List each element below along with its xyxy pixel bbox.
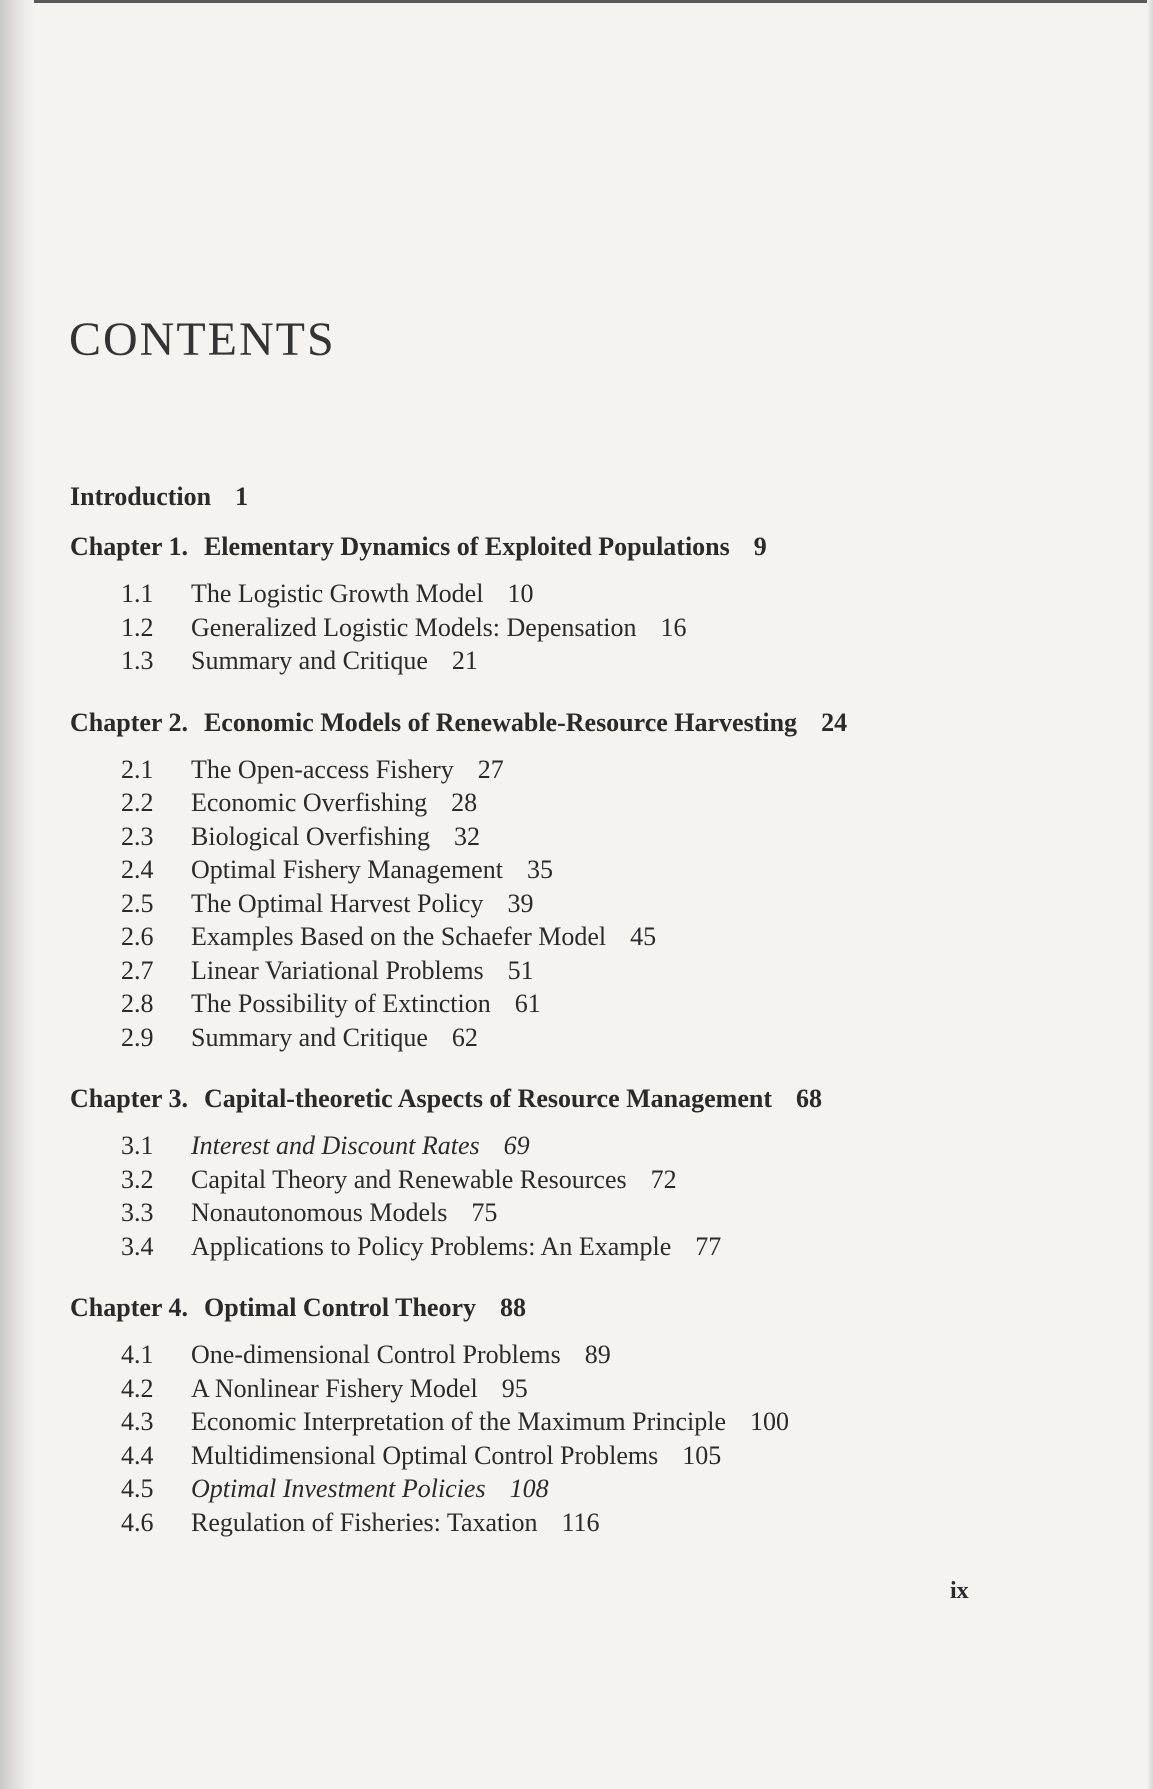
section-row [70,753,1070,787]
section-row [70,611,1070,645]
section-number: 4.6 [121,1507,154,1537]
section-page: 27 [477,754,504,784]
section-page: 105 [682,1440,722,1470]
chapter-1-block [70,530,1070,678]
section-row [70,1405,1070,1439]
toc-introduction [70,480,1070,514]
chapter-page: 24 [821,707,848,737]
section-page: 39 [507,888,534,918]
section-page: 72 [650,1164,677,1194]
section-title: Linear Variational Problems [191,955,484,985]
section-page: 32 [454,821,481,851]
section-row [70,1472,1070,1506]
chapter-title: Economic Models of Renewable-Resource Harvesting [203,707,798,737]
section-title: Nonautonomous Models [191,1198,448,1227]
section-number: 4.5 [121,1474,154,1503]
chapter-1-heading [70,530,1070,564]
section-title: Capital Theory and Renewable Resources [191,1164,627,1194]
section-number: 2.9 [121,1022,154,1052]
chapter-label: Chapter 4. [70,1293,188,1322]
chapter-label: Chapter 3. [70,1084,188,1113]
chapter-page: 68 [796,1084,822,1113]
section-title: Interest and Discount Rates [191,1131,480,1160]
section-title: Applications to Policy Problems: An Example [191,1231,672,1261]
page-title: CONTENTS [69,313,336,366]
section-row [70,1129,1070,1163]
chapter-page: 88 [500,1293,527,1322]
section-title: Examples Based on the Schaefer Model [191,922,607,951]
section-page: 51 [507,955,534,985]
chapter-2-heading [70,706,1070,740]
section-title: Generalized Logistic Models: Depensation [191,612,637,642]
section-page: 21 [451,646,478,675]
section-title: The Open-access Fishery [191,754,454,784]
section-page: 89 [584,1340,611,1369]
chapter-4-block [70,1291,1070,1539]
section-title: The Possibility of Extinction [191,989,491,1018]
section-page: 10 [507,579,534,608]
chapter-title: Optimal Control Theory [203,1293,477,1322]
section-row [70,786,1070,820]
section-title: Biological Overfishing [191,821,431,851]
section-row [70,1021,1070,1055]
section-number: 2.3 [121,821,154,851]
section-row [70,1230,1070,1264]
section-title: Optimal Fishery Management [191,855,503,884]
section-page: 75 [471,1198,498,1227]
section-title: Regulation of Fisheries: Taxation [191,1507,538,1537]
section-number: 2.6 [121,922,154,951]
section-number: 2.8 [121,989,154,1018]
section-number: 2.1 [121,754,154,784]
section-title: The Optimal Harvest Policy [191,888,484,918]
section-row [70,1506,1070,1540]
section-title: Summary and Critique [191,1022,428,1052]
section-title: A Nonlinear Fishery Model [191,1373,478,1403]
section-page: 95 [501,1373,528,1403]
section-row [70,887,1070,921]
section-title: Economic Overfishing [191,788,428,817]
section-row [70,1372,1070,1406]
section-page: 45 [630,922,657,951]
section-row [70,920,1070,954]
section-page: 69 [503,1131,530,1160]
section-row [70,1163,1070,1197]
chapter-page: 9 [753,532,767,561]
chapter-label: Chapter 2. [70,707,188,737]
section-page: 62 [451,1022,478,1052]
section-number: 3.4 [121,1231,154,1261]
section-number: 1.1 [121,579,154,608]
chapter-2-block [70,706,1070,1055]
section-row [70,1338,1070,1372]
section-number: 2.4 [121,855,154,884]
chapter-3-block [70,1082,1070,1263]
table-of-contents [70,480,1070,1567]
section-title: Optimal Investment Policies [191,1474,486,1503]
section-number: 1.2 [121,612,154,642]
page-number: ix [950,1578,969,1604]
section-number: 4.1 [121,1340,154,1369]
section-page: 100 [750,1407,790,1436]
section-title: Multidimensional Optimal Control Problems [191,1440,659,1470]
section-row [70,577,1070,611]
section-row [70,1439,1070,1473]
section-number: 2.5 [121,888,154,918]
section-page: 16 [660,612,687,642]
section-page: 28 [451,788,478,817]
section-title: Economic Interpretation of the Maximum Principle [191,1407,727,1436]
section-page: 108 [509,1474,549,1503]
section-page: 77 [695,1231,722,1261]
section-number: 1.3 [121,646,154,675]
section-page: 61 [514,989,541,1018]
section-number: 4.2 [121,1373,154,1403]
section-number: 2.7 [121,955,154,985]
section-number: 3.3 [121,1198,154,1227]
section-row [70,987,1070,1021]
section-title: One-dimensional Control Problems [191,1340,561,1369]
section-number: 2.2 [121,788,154,817]
section-page: 116 [561,1507,600,1537]
chapter-3-heading [70,1082,1070,1116]
section-title: The Logistic Growth Model [191,579,484,608]
introduction-page: 1 [235,482,249,511]
section-row [70,644,1070,678]
chapter-label: Chapter 1. [70,532,188,561]
section-title: Summary and Critique [191,646,428,675]
section-number: 3.1 [121,1131,154,1160]
section-number: 4.3 [121,1407,154,1436]
section-row [70,954,1070,988]
chapter-4-heading [70,1291,1070,1325]
chapter-title: Elementary Dynamics of Exploited Populations [203,532,730,561]
section-number: 4.4 [121,1440,154,1470]
section-row [70,853,1070,887]
introduction-label: Introduction [70,482,212,511]
section-page: 35 [526,855,553,884]
section-row [70,820,1070,854]
chapter-title: Capital-theoretic Aspects of Resource Management [203,1084,772,1113]
section-row [70,1196,1070,1230]
section-number: 3.2 [121,1164,154,1194]
